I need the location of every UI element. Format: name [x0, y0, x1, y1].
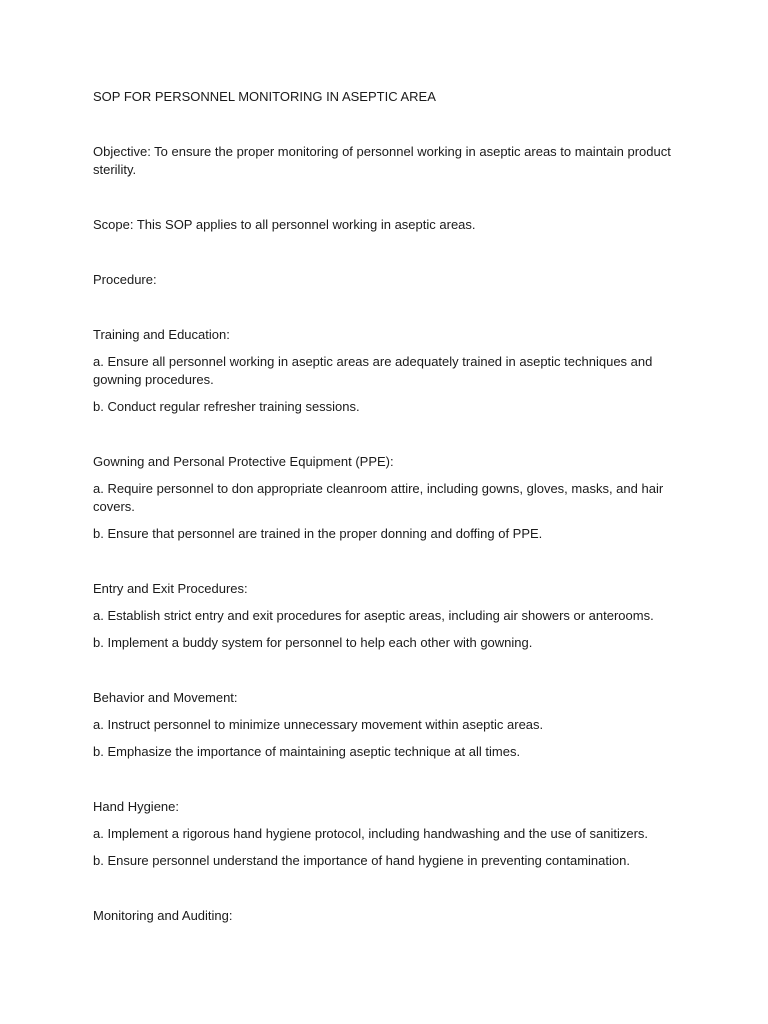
list-item: b. Emphasize the importance of maintaining aseptic technique at all times.: [93, 744, 521, 759]
list-item: a. Implement a rigorous hand hygiene protocol, including handwashing and the use of sanitizers.: [93, 826, 649, 841]
section-gowning: [93, 453, 683, 543]
list-item: a. Instruct personnel to minimize unnecessary movement within aseptic areas.: [93, 717, 544, 732]
list-item: a. Require personnel to don appropriate cleanroom attire, including gowns, gloves, masks, and hair covers.: [93, 481, 664, 514]
section-heading: Training and Education:: [93, 327, 230, 342]
list-item: b. Conduct regular refresher training sessions.: [93, 399, 360, 414]
list-item: b. Ensure personnel understand the importance of hand hygiene in preventing contamination.: [93, 853, 630, 868]
document-body: [93, 88, 683, 962]
procedure-label: Procedure:: [93, 272, 157, 287]
objective-paragraph: Objective: To ensure the proper monitoring of personnel working in aseptic areas to maintain product sterility.: [93, 144, 671, 177]
section-hand-hygiene: [93, 798, 683, 870]
section-heading: Gowning and Personal Protective Equipment (PPE):: [93, 454, 394, 469]
section-heading: Entry and Exit Procedures:: [93, 581, 248, 596]
section-training: [93, 326, 683, 416]
section-heading: Hand Hygiene:: [93, 799, 179, 814]
scope-paragraph: Scope: This SOP applies to all personnel working in aseptic areas.: [93, 217, 476, 232]
list-item: a. Establish strict entry and exit procedures for aseptic areas, including air showers or anterooms.: [93, 608, 654, 623]
section-entry-exit: [93, 580, 683, 652]
section-heading: Behavior and Movement:: [93, 690, 238, 705]
list-item: b. Implement a buddy system for personnel to help each other with gowning.: [93, 635, 533, 650]
document-title: SOP FOR PERSONNEL MONITORING IN ASEPTIC AREA: [93, 89, 436, 104]
section-behavior: [93, 689, 683, 761]
section-heading: Monitoring and Auditing:: [93, 908, 233, 923]
list-item: a. Ensure all personnel working in aseptic areas are adequately trained in aseptic techniques and gowning procedures.: [93, 354, 653, 387]
section-monitoring: [93, 907, 683, 925]
list-item: b. Ensure that personnel are trained in the proper donning and doffing of PPE.: [93, 526, 543, 541]
